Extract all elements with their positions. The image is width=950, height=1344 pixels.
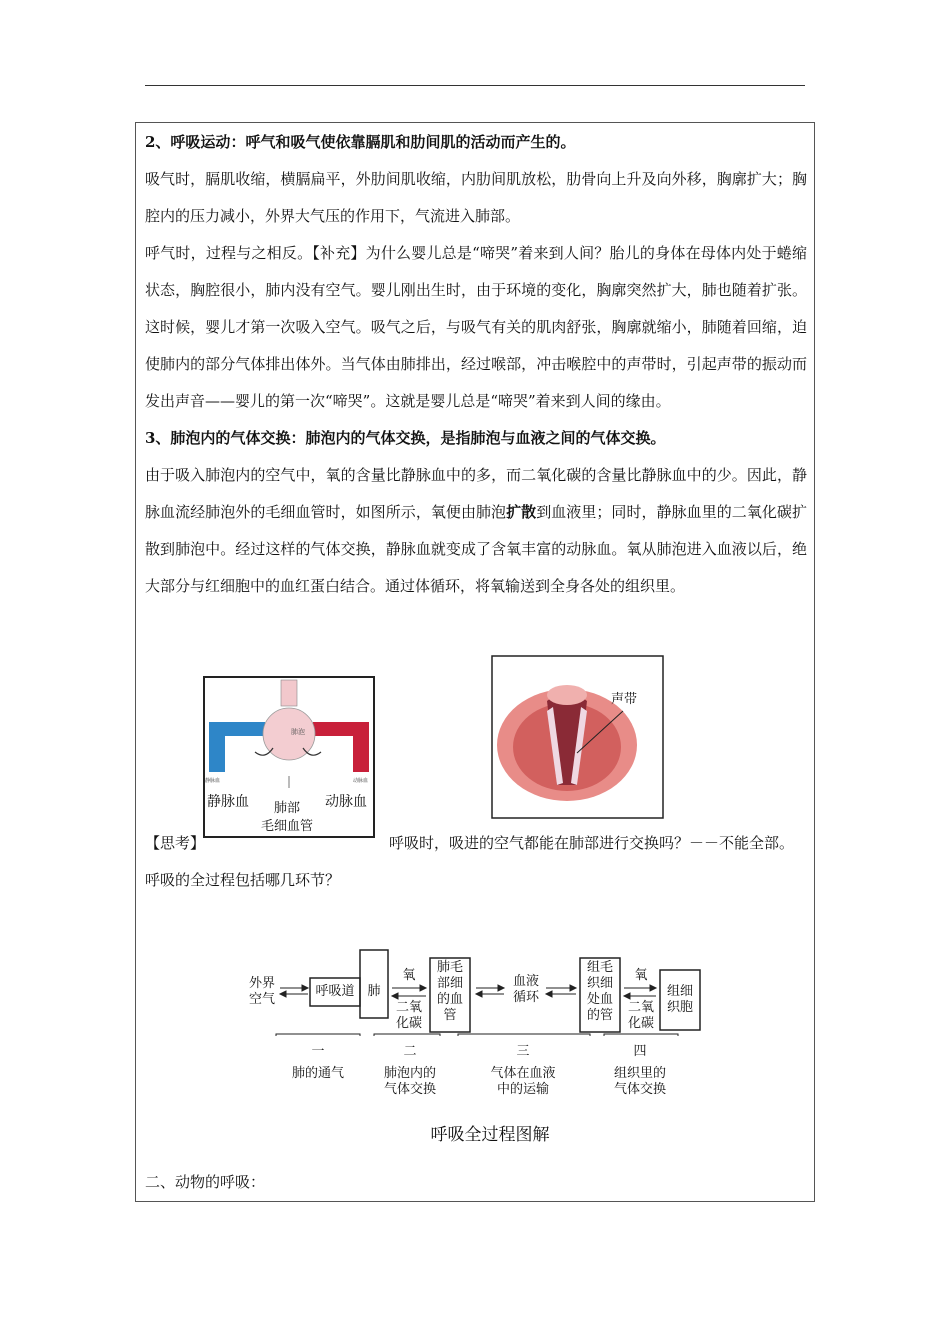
stage-3: 三 气体在血液 中的运输 — [490, 1044, 556, 1097]
vocal-cords-label: 声带 — [611, 692, 638, 707]
airway-box: 呼吸道 — [315, 984, 355, 999]
oxygen-label-2: 氧 — [634, 968, 648, 983]
section-3-paragraph: 由于吸入肺泡内的空气中，氧的含量比静脉血中的多，而二氧化碳的含量比静脉血中的少。因此，静脉血流经肺泡外的毛细血管时，如图所示，氧便由肺泡扩散到血液里；同时，静脉血里的二氧化碳扩散到肺泡中。经过这样的气体交换，静脉血就变成了含氧丰富的动脉血。氧从肺泡进入血液以后，绝大部分与红细胞中的血红蛋白结合。通过体循环，将氧输送到全身各处的组织里。 — [145, 466, 807, 595]
vein-small-label: 静脉血 — [205, 778, 221, 784]
blood-circulation-label: 血液 循环 — [512, 974, 539, 1005]
think-tag: 【思考】 — [145, 834, 206, 852]
think-text: 呼吸时，吸进的空气都能在肺部进行交换吗？－－不能全部。 — [389, 834, 795, 852]
artery-small-label: 动脉血 — [353, 778, 369, 784]
capillary-label-1: 肺部 — [274, 801, 301, 816]
lung-capillary-box: 肺毛 部细 的血 管 — [436, 960, 463, 1023]
vein-label: 静脉血 — [207, 794, 249, 810]
alveolus-figure — [203, 676, 375, 838]
artery-label: 动脉血 — [325, 794, 367, 810]
section-2-heading: 2、呼吸运动：呼气和吸气使依靠膈肌和肋间肌的活动而产生的。 — [145, 133, 576, 151]
section-2-paragraph-2: 呼气时，过程与之相反。【补充】为什么婴儿总是“啼哭”着来到人间？胎儿的身体在母体内处于蜷缩状态，胸腔很小，肺内没有空气。婴儿刚出生时，由于环境的变化，胸廓突然扩大，肺也随着扩张。这时候，婴儿才第一次吸入空气。吸气之后，与吸气有关的肌肉舒张，胸廓就缩小，肺随着回缩，迫使肺内的部分气体排出体外。当气体由肺排出，经过喉部，冲击喉腔中的声带时，引起声带的振动而发出声音——婴儿的第一次“啼哭”。这就是婴儿总是“啼哭”着来到人间的缘由。 — [145, 244, 807, 410]
tissue-cell-box: 组细 织胞 — [666, 984, 693, 1015]
section-2 — [145, 124, 807, 605]
respiration-flow-diagram: 外界 空气 呼吸道 肺 氧 二氧 化碳 肺毛 部细 的血 管 血液 循环 组毛 织细 处血 的管 氧 二氧 化碳 组细 织胞 一 肺的通气 二 肺泡内的 气体交换 三 气体在血液 中的运输 四 组织里的 气体交换 呼吸全过程图解 — [240, 948, 710, 1158]
stage-1: 一 肺的通气 — [291, 1044, 344, 1081]
section-animal-heading: 二、动物的呼吸： — [145, 1173, 266, 1191]
alveolus-label: 肺泡 — [291, 728, 305, 736]
outside-air-line1: 外界 — [248, 976, 275, 991]
outside-air-line2: 空气 — [248, 992, 275, 1007]
vocal-cords-figure — [491, 655, 664, 819]
stage-4: 四 组织里的 气体交换 — [613, 1044, 666, 1097]
section-animal — [145, 1164, 807, 1201]
stage-2: 二 肺泡内的 气体交换 — [383, 1044, 436, 1097]
tissue-capillary-box: 组毛 织细 处血 的管 — [586, 960, 613, 1023]
think-block — [145, 825, 807, 899]
flow-caption: 呼吸全过程图解 — [430, 1125, 550, 1145]
lung-box: 肺 — [367, 984, 381, 999]
capillary-label-2: 毛细血管 — [261, 819, 314, 834]
section-2-paragraph-1: 吸气时，膈肌收缩，横膈扁平，外肋间肌收缩，内肋间肌放松，肋骨向上升及向外移，胸廓扩大；胸腔内的压力减小，外界大气压的作用下，气流进入肺部。 — [145, 170, 807, 225]
section-3-heading: 3、肺泡内的气体交换：肺泡内的气体交换，是指肺泡与血液之间的气体交换。 — [145, 429, 666, 447]
question-text: 呼吸的全过程包括哪几环节？ — [145, 871, 341, 889]
header-rule — [145, 85, 805, 86]
oxygen-label-1: 氧 — [402, 968, 416, 983]
